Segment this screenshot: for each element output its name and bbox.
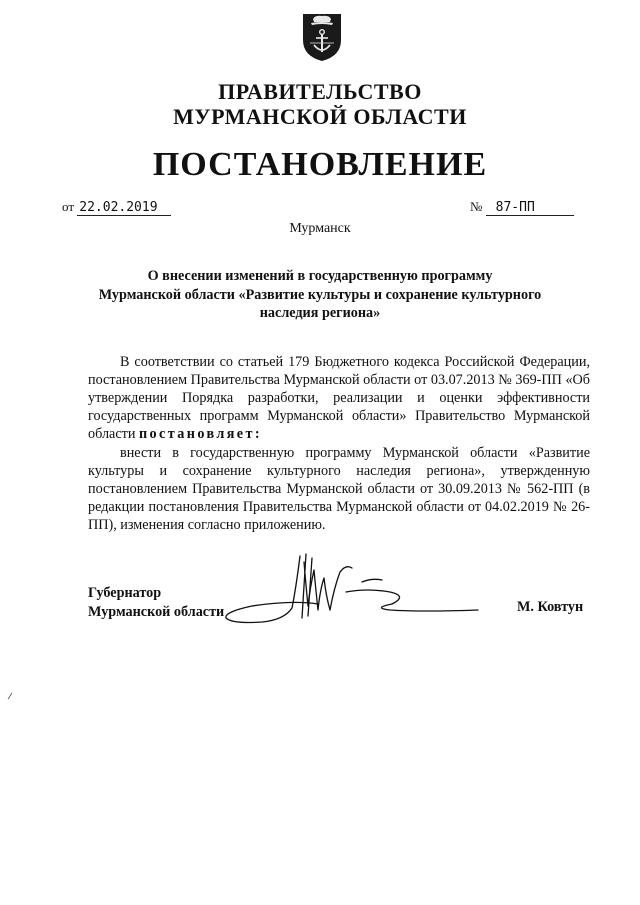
number-line — [470, 199, 574, 216]
number-prefix: № — [470, 199, 483, 214]
scan-speck-icon — [7, 692, 13, 700]
government-name-line1: ПРАВИТЕЛЬСТВО — [218, 79, 422, 104]
government-name-line2: МУРМАНСКОЙ ОБЛАСТИ — [173, 104, 467, 129]
signatory-name: М. Ковтун — [517, 599, 584, 615]
date-line — [62, 199, 171, 216]
document-city: Мурманск — [289, 221, 351, 236]
resolution-keyword: постановляет: — [138, 426, 263, 442]
document-date: 22.02.2019 — [77, 200, 171, 216]
subject-line1: О внесении изменений в государственную программу — [147, 268, 493, 284]
subject-line2: Мурманской области «Развитие культуры и сохранение культурного — [98, 286, 542, 303]
document-subject — [90, 267, 550, 323]
document-type-title: ПОСТАНОВЛЕНИЕ — [152, 146, 488, 183]
signatory-title-line2: Мурманской области — [88, 603, 225, 620]
date-prefix: от — [62, 199, 75, 214]
body-paragraph-2: внести в государственную программу Мурманской области «Развитие культуры и сохранение культурного наследия региона», утвержденную постановлением Правительства Мурманской области от 30.09.2013 № 562-ПП (в редакции постановления Правительства Мурманской области от 04.02.2019 № 26-ПП), изменения согласно приложению. — [88, 445, 590, 533]
subject-line3: наследия региона» — [259, 305, 381, 321]
signatory-title — [88, 584, 224, 621]
document-number: 87-ПП — [486, 200, 574, 216]
signatory-title-line1: Губернатор — [88, 585, 162, 601]
paragraph-1-text: В соответствии со статьей 179 Бюджетного кодекса Российской Федерации, постановлением Правительства Мурманской области от 03.07.2013 № 369-ПП «Об утверждении Порядка разработки, реализации и оценки эффективности государственных программ Мурманской области» Правительство Мурманской области — [88, 354, 590, 442]
coat-of-arms-icon — [301, 10, 343, 62]
handwritten-signature-icon — [222, 548, 482, 634]
body-paragraph-1 — [88, 353, 590, 443]
